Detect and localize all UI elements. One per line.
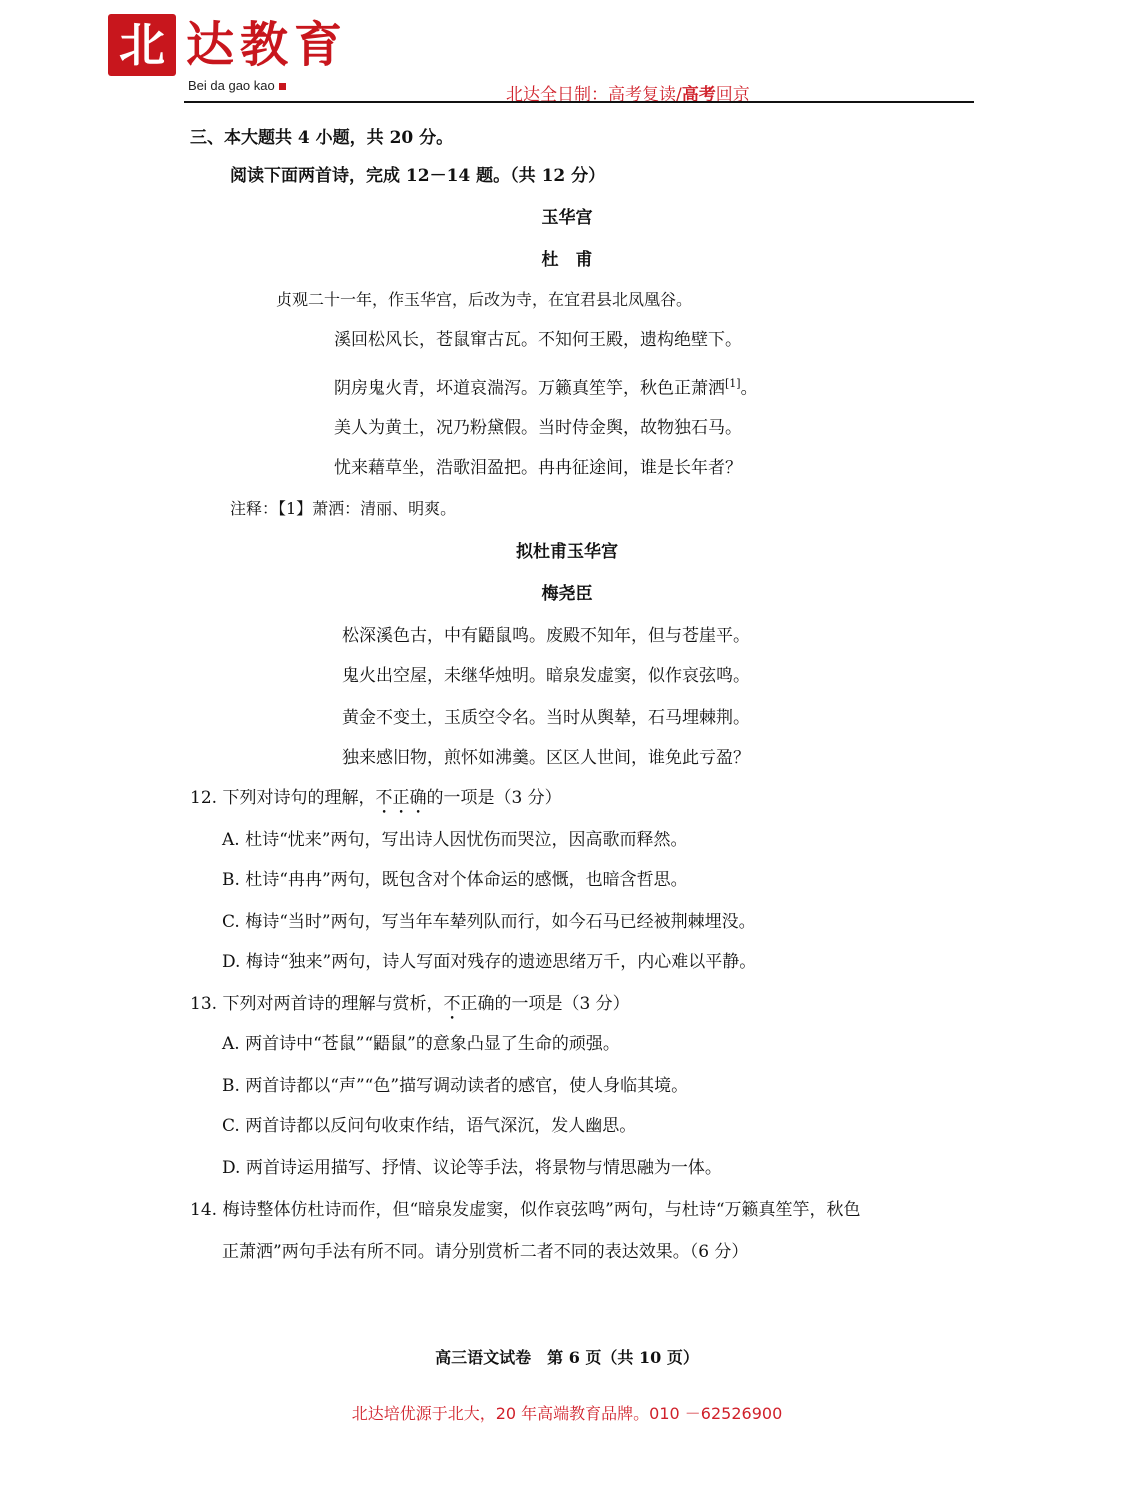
q12-option-c: C. 梅诗“当时”两句，写当年车辇列队而行，如今石马已经被荆棘埋没。 <box>222 912 756 932</box>
poem1-note: 注释：【1】萧洒：清丽、明爽。 <box>230 499 457 518</box>
header-slogan: 北达全日制：高考复读/高考回京 <box>506 85 750 105</box>
poem2-line-3: 黄金不变土，玉质空令名。当时从舆辇，石马埋棘荆。 <box>342 708 750 728</box>
header-divider <box>184 101 974 103</box>
poem2-title: 拟杜甫玉华宫 <box>516 542 618 562</box>
q12-stem: 12. 下列对诗句的理解，不正确的一项是（3 分） <box>190 788 562 808</box>
poem2-author: 梅尧臣 <box>541 584 593 604</box>
logo-square-icon <box>279 83 286 90</box>
poem2-line-2: 鬼火出空屋，未继华烛明。暗泉发虚窦，似作哀弦鸣。 <box>342 666 750 686</box>
q13-option-c: C. 两首诗都以反问句收束作结，语气深沉，发人幽思。 <box>222 1116 637 1136</box>
q13-emphasis: 不 <box>443 994 461 1014</box>
q14-line-2: 正萧洒”两句手法有所不同。请分别赏析二者不同的表达效果。（6 分） <box>222 1242 749 1262</box>
q13-stem: 13. 下列对两首诗的理解与赏析，不正确的一项是（3 分） <box>190 994 630 1014</box>
section-intro: 阅读下面两首诗，完成 12－14 题。（共 12 分） <box>230 166 606 186</box>
q12-option-b: B. 杜诗“冉冉”两句，既包含对个体命运的感慨，也暗含哲思。 <box>222 870 688 890</box>
q12-option-d: D. 梅诗“独来”两句，诗人写面对残存的遗迹思绪万千，内心难以平静。 <box>222 952 757 972</box>
q12-emphasis: 不正确 <box>375 788 427 808</box>
poem1-line-3: 美人为黄土，况乃粉黛假。当时侍金舆，故物独石马。 <box>334 418 742 438</box>
poem1-line-4: 忧来藉草坐，浩歌泪盈把。冉冉征途间，谁是长年者？ <box>334 458 742 478</box>
poem1-line-2: 阴房鬼火青，坏道哀湍泻。万籁真笙竽，秋色正萧洒[1]。 <box>334 377 758 399</box>
page-number: 高三语文试卷 第 6 页（共 10 页） <box>435 1348 699 1367</box>
poem1-preface: 贞观二十一年，作玉华宫，后改为寺，在宜君县北凤凰谷。 <box>276 290 693 309</box>
footnote-marker: [1] <box>725 377 741 390</box>
q13-option-a: A. 两首诗中“苍鼠”“鼯鼠”的意象凸显了生命的顽强。 <box>222 1034 620 1054</box>
q13-option-d: D. 两首诗运用描写、抒情、议论等手法，将景物与情思融为一体。 <box>222 1158 722 1178</box>
logo-mark: 北 <box>108 14 176 76</box>
poem2-line-4: 独来感旧物，煎怀如沸羹。区区人世间，谁免此亏盈？ <box>342 748 750 768</box>
q12-option-a: A. 杜诗“忧来”两句，写出诗人因忧伤而哭泣，因高歌而释然。 <box>222 830 688 850</box>
poem1-title: 玉华宫 <box>541 208 593 228</box>
q13-option-b: B. 两首诗都以“声”“色”描写调动读者的感官，使人身临其境。 <box>222 1076 689 1096</box>
logo-name: 达教育 <box>186 17 349 73</box>
poem1-author: 杜 甫 <box>541 250 593 270</box>
logo-subtitle: Bei da gao kao <box>188 78 286 93</box>
q14-line-1: 14. 梅诗整体仿杜诗而作，但“暗泉发虚窦，似作哀弦鸣”两句，与杜诗“万籁真笙竽，秋色 <box>190 1200 861 1220</box>
footer-ad: 北达培优源于北大，20 年高端教育品牌。010 －62526900 <box>351 1404 783 1423</box>
poem2-line-1: 松深溪色古，中有鼯鼠鸣。废殿不知年，但与苍崖平。 <box>342 626 750 646</box>
poem1-line-1: 溪回松风长，苍鼠窜古瓦。不知何王殿，遗构绝壁下。 <box>334 330 742 350</box>
section-title: 三、本大题共 4 小题，共 20 分。 <box>190 128 454 148</box>
